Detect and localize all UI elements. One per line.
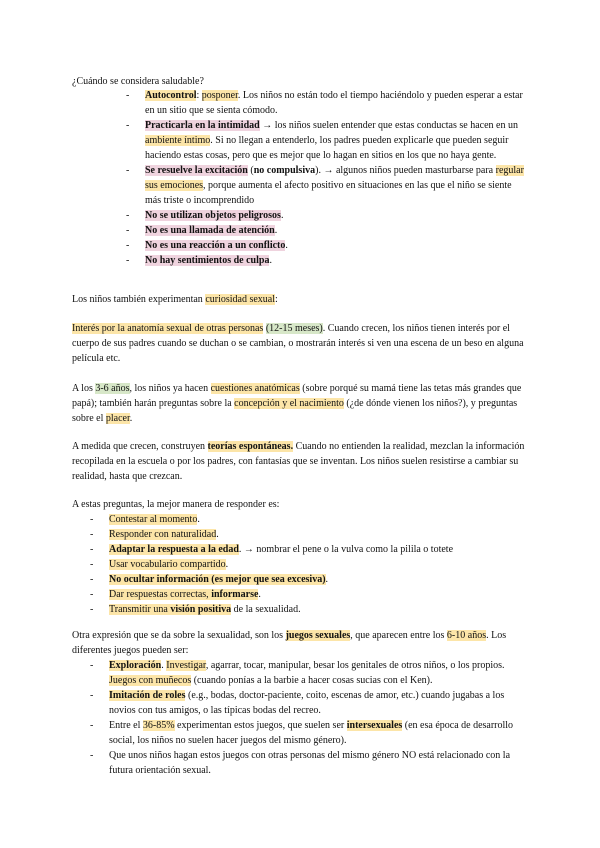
list-item: - Se resuelve la excitación (no compulsiva). → algunos niños pueden masturbarse para regular sus emociones, porque aumenta el afecto positivo en situaciones en las que el niño se siente más triste o incomprendido [126,165,524,206]
age-3-6-paragraph: A los 3-6 años, los niños ya hacen cuestiones anatómicas (sobre porqué su mamá tiene las tetas más grandes que papá); también harán preguntas sobre la concepción y el nacimiento (¿de dónde vienen los niños?), y preguntas sobre el placer. [72,383,522,424]
healthy-criteria-list [126,88,527,268]
theories-paragraph: A medida que crecen, construyen teorías espontáneas. Cuando no entienden la realidad, mezclan la información recopilada en la escuela o por los padres, con fantasías que se inventan. Los niños suelen resistirse a cambiar su realidad, hasta que crezcan. [72,441,525,482]
list-item: - Transmitir una visión positiva de la sexualidad. [90,604,301,615]
list-item: - No se utilizan objetos peligrosos. [126,210,284,221]
list-item: - No es una reacción a un conflicto. [126,240,288,251]
games-intro: Otra expresión que se da sobre la sexualidad, son los juegos sexuales, que aparecen entre los 6-10 años. Los diferentes juegos pueden ser: [72,630,507,656]
list-item: - Imitación de roles (e.g., bodas, doctor-paciente, coito, escenas de amor, etc.) cuando jugabas a los novios con tus amigos, o las típicas bodas del recreo. [90,690,505,716]
list-item: - Responder con naturalidad. [90,529,219,540]
list-item: - Autocontrol: posponer. Los niños no están todo el tiempo haciéndolo y pueden esperar a estar en un sitio que se sienta cómodo. [126,90,523,116]
list-item: - Que unos niños hagan estos juegos con otras personas del mismo género NO está relacionado con la futura orientación sexual. [90,750,511,776]
interest-paragraph: Interés por la anatomía sexual de otras personas (12-15 meses). Cuando crecen, los niños tienen interés por el cuerpo de sus padres cuando se duchan o se cambian, o mostrarán interés si ven una escena de un beso en alguna película etc. [72,323,524,364]
games-list [90,658,527,778]
list-item: - No ocultar información (es mejor que sea excesiva). [90,574,329,585]
answers-intro: A estas preguntas, la mejor manera de responder es: [72,499,280,510]
list-item: - Entre el 36-85% experimentan estos juegos, que suelen ser intersexuales (en esa época de desarrollo social, los niños no suelen hacer juegos del mismo género). [90,720,514,746]
list-item: - Usar vocabulario compartido. [90,559,229,570]
answers-list [90,512,527,617]
list-item: - No es una llamada de atención. [126,225,278,236]
question-heading: ¿Cuándo se considera saludable? [72,76,204,87]
curiosity-paragraph: Los niños también experimentan curiosidad sexual: [72,294,278,305]
list-item: - Practicarla en la intimidad → los niños suelen entender que estas conductas se hacen en un ambiente íntimo. Si no llegan a entenderlo, los padres pueden explicarle que pueden seguir haciendo estas cosas, pero que es mejor que lo hagan en sitios en los que no haya gente. [126,120,518,161]
list-item: - Exploración. Investigar, agarrar, tocar, manipular, besar los genitales de otros niños, o los propios. Juegos con muñecos (cuando ponías a la barbie a hacer cosas sucias con el Ken). [90,660,505,686]
list-item: - No hay sentimientos de culpa. [126,255,272,266]
list-item: - Adaptar la respuesta a la edad. → nombrar el pene o la vulva como la pilila o totete [90,544,454,555]
list-item: - Dar respuestas correctas, informarse. [90,589,261,600]
list-item: - Contestar al momento. [90,514,200,525]
